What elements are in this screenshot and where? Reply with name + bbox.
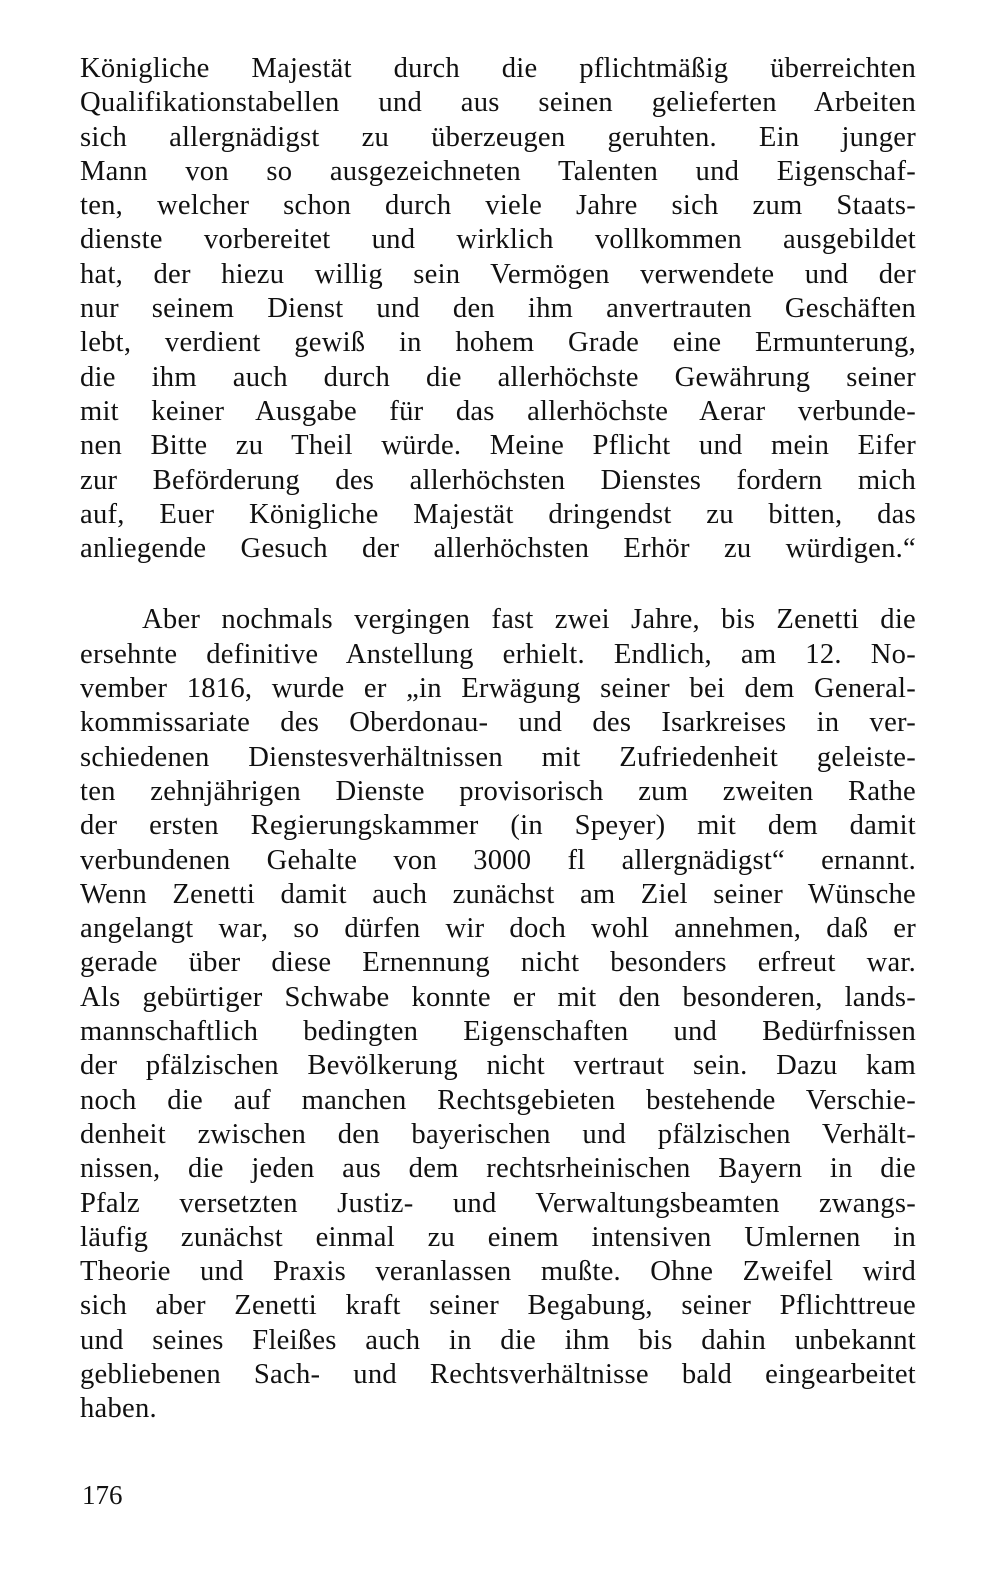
page-number: 176 — [82, 1480, 123, 1510]
text-line: die ihm auch durch die allerhöchste Gewährung seiner — [80, 361, 916, 393]
text-line: denheit zwischen den bayerischen und pfälzischen Verhält- — [80, 1118, 916, 1150]
text-line: gebliebenen Sach- und Rechtsverhältnisse bald eingearbeitet — [80, 1358, 916, 1390]
text-line: nen Bitte zu Theil würde. Meine Pflicht und mein Eifer — [80, 430, 916, 462]
text-line: Theorie und Praxis veranlassen mußte. Ohne Zweifel wird — [80, 1256, 916, 1288]
text-line: läufig zunächst einmal zu einem intensiven Umlernen in — [80, 1221, 916, 1253]
text-line: kommissariate des Oberdonau- und des Isarkreises in ver- — [80, 707, 916, 739]
text-line: sich aber Zenetti kraft seiner Begabung, seiner Pflichttreue — [80, 1290, 916, 1322]
text-line: nur seinem Dienst und den ihm anvertrauten Geschäften — [80, 293, 916, 325]
paragraph-quote-ending — [80, 52, 916, 566]
text-line: mannschaftlich bedingten Eigenschaften und Bedürfnissen — [80, 1016, 916, 1048]
text-line: ten zehnjährigen Dienste provisorisch zum zweiten Rathe — [80, 775, 916, 807]
text-line: noch die auf manchen Rechtsgebieten bestehende Verschie- — [80, 1084, 916, 1116]
page-body — [80, 52, 916, 1427]
text-line: und seines Fleißes auch in die ihm bis dahin unbekannt — [80, 1324, 916, 1356]
text-line: sich allergnädigst zu überzeugen geruhten. Ein junger — [80, 121, 916, 153]
text-line: verbundenen Gehalte von 3000 fl allergnädigst“ ernannt. — [80, 844, 916, 876]
text-line: anliegende Gesuch der allerhöchsten Erhör zu würdigen.“ — [80, 533, 916, 565]
text-line: haben. — [80, 1393, 157, 1425]
paragraph-appointment — [80, 603, 916, 1426]
text-line: Pfalz versetzten Justiz- und Verwaltungsbeamten zwangs- — [80, 1187, 916, 1219]
text-line: ersehnte definitive Anstellung erhielt. Endlich, am 12. No- — [80, 638, 916, 670]
text-line: auf, Euer Königliche Majestät dringendst zu bitten, das — [80, 498, 916, 530]
text-line: der pfälzischen Bevölkerung nicht vertraut sein. Dazu kam — [80, 1050, 916, 1082]
text-line: Als gebürtiger Schwabe konnte er mit den besonderen, lands- — [80, 981, 916, 1013]
text-line: mit keiner Ausgabe für das allerhöchste Aerar verbunde- — [80, 395, 916, 427]
text-line: Mann von so ausgezeichneten Talenten und Eigenschaf- — [80, 155, 916, 187]
text-line: hat, der hiezu willig sein Vermögen verwendete und der — [80, 258, 916, 290]
text-line: der ersten Regierungskammer (in Speyer) mit dem damit — [80, 810, 916, 842]
text-line: zur Beförderung des allerhöchsten Dienstes fordern mich — [80, 464, 916, 496]
text-line: vember 1816, wurde er „in Erwägung seiner bei dem General- — [80, 673, 916, 705]
text-line: ten, welcher schon durch viele Jahre sich zum Staats- — [80, 190, 916, 222]
text-line: nissen, die jeden aus dem rechtsrheinischen Bayern in die — [80, 1153, 916, 1185]
text-line: angelangt war, so dürfen wir doch wohl annehmen, daß er — [80, 913, 916, 945]
text-line: lebt, verdient gewiß in hohem Grade eine Ermunterung, — [80, 327, 916, 359]
text-line: Qualifikationstabellen und aus seinen gelieferten Arbeiten — [80, 87, 916, 119]
text-line: Königliche Majestät durch die pflichtmäßig überreichten — [80, 53, 916, 84]
text-line: schiedenen Dienstesverhältnissen mit Zufriedenheit geleiste- — [80, 741, 916, 773]
text-line: Wenn Zenetti damit auch zunächst am Ziel seiner Wünsche — [80, 878, 916, 910]
text-line: gerade über diese Ernennung nicht besonders erfreut war. — [80, 947, 916, 979]
text-line: dienste vorbereitet und wirklich vollkommen ausgebildet — [80, 224, 916, 256]
text-line: Aber nochmals vergingen fast zwei Jahre, bis Zenetti die — [142, 604, 916, 636]
